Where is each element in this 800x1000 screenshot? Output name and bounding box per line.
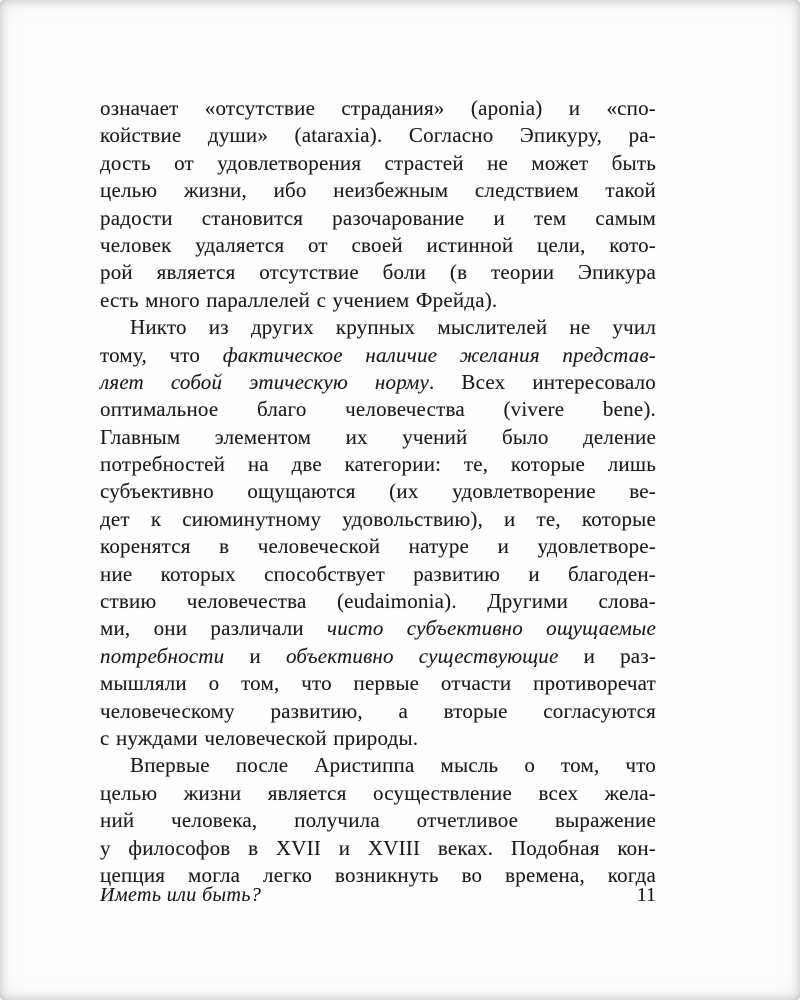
body-text: у философов в XVII и XVIII веках. Подобная кон- [100, 835, 656, 860]
page-footer [100, 884, 656, 907]
body-text: означает «отсутствие страдания» (aponia) и «спо- [100, 96, 656, 120]
italic-text: объективно существующие [285, 643, 559, 668]
body-text: субъективно ощущаются (их удовлетворение ве- [100, 479, 656, 504]
text-line [100, 95, 656, 122]
italic-text: потребности [100, 643, 225, 668]
text-line [100, 780, 656, 807]
body-text: мышляли о том, что первые отчасти противоречат [100, 671, 656, 696]
text-line [100, 478, 656, 505]
text-line [100, 314, 656, 341]
text-line [100, 698, 656, 725]
text-line [100, 177, 656, 204]
body-text: и раз- [558, 643, 657, 668]
paragraph [100, 95, 656, 314]
body-text: . Всех интересовало [429, 369, 656, 394]
body-text: тому, что [100, 342, 223, 367]
body-text: человек удаляется от своей истинной цели, кото- [100, 232, 656, 257]
text-line [100, 369, 656, 396]
italic-text: ляет собой этическую норму [100, 369, 430, 394]
text-line [100, 424, 656, 451]
text-line [100, 835, 656, 862]
text-line [100, 533, 656, 560]
body-text: ние которых способствует развитию и благоден- [100, 561, 656, 586]
text-line [100, 588, 656, 615]
text-line [100, 396, 656, 423]
body-text: есть много параллелей с учением Фрейда). [100, 287, 498, 312]
text-line [100, 506, 656, 533]
body-text: койствие души» (ataraxia). Согласно Эпикуру, ра- [100, 123, 656, 148]
text-line [100, 752, 656, 779]
body-text: ствию человечества (eudaimonia). Другими слова- [100, 589, 656, 614]
body-text: Главным элементом их учений было деление [100, 424, 656, 449]
page-number: 11 [636, 884, 656, 906]
text-line [100, 725, 656, 752]
text-line [100, 643, 656, 670]
body-text: Впервые после Аристиппа мысль о том, что [130, 753, 656, 778]
text-line [100, 561, 656, 588]
text-line [100, 451, 656, 478]
body-text: потребностей на две категории: те, которые лишь [100, 452, 656, 477]
italic-text: чисто субъективно ощущаемые [327, 616, 656, 641]
text-line [100, 150, 656, 177]
body-text: оптимальное благо человечества (vivere bene). [100, 397, 656, 422]
text-line [100, 807, 656, 834]
body-text: цепция могла легко возникнуть во времена, когда [100, 862, 656, 887]
body-text: Никто из других крупных мыслителей не учил [130, 315, 656, 340]
body-text: дет к сиюминутному удовольствию), и те, которые [100, 506, 656, 531]
body-text: коренятся в человеческой натуре и удовлетворе- [100, 534, 656, 559]
body-text: целью жизни является осуществление всех жела- [100, 780, 656, 805]
body-text: человеческому развитию, а вторые согласуются [100, 698, 656, 723]
body-text: с нуждами человеческой природы. [100, 725, 419, 750]
body-text: ний человека, получила отчетливое выражение [100, 808, 656, 833]
body-text: и [224, 643, 286, 668]
text-line [100, 232, 656, 259]
body-text: радости становится разочарование и тем самым [100, 205, 656, 230]
text-line [100, 122, 656, 149]
italic-text: фактическое наличие желания представ- [222, 342, 656, 367]
body-text: ми, они различали [100, 616, 328, 641]
running-title: Иметь или быть? [100, 884, 262, 906]
text-line [100, 615, 656, 642]
text-block [100, 95, 656, 889]
paragraph [100, 752, 656, 889]
body-text: дость от удовлетворения страстей не может быть [100, 150, 656, 175]
text-line [100, 287, 656, 314]
text-line [100, 259, 656, 286]
body-text: целью жизни, ибо неизбежным следствием такой [100, 178, 656, 203]
text-line [100, 205, 656, 232]
body-text: рой является отсутствие боли (в теории Эпикура [100, 260, 656, 285]
text-line [100, 670, 656, 697]
text-line [100, 342, 656, 369]
paragraph [100, 314, 656, 752]
